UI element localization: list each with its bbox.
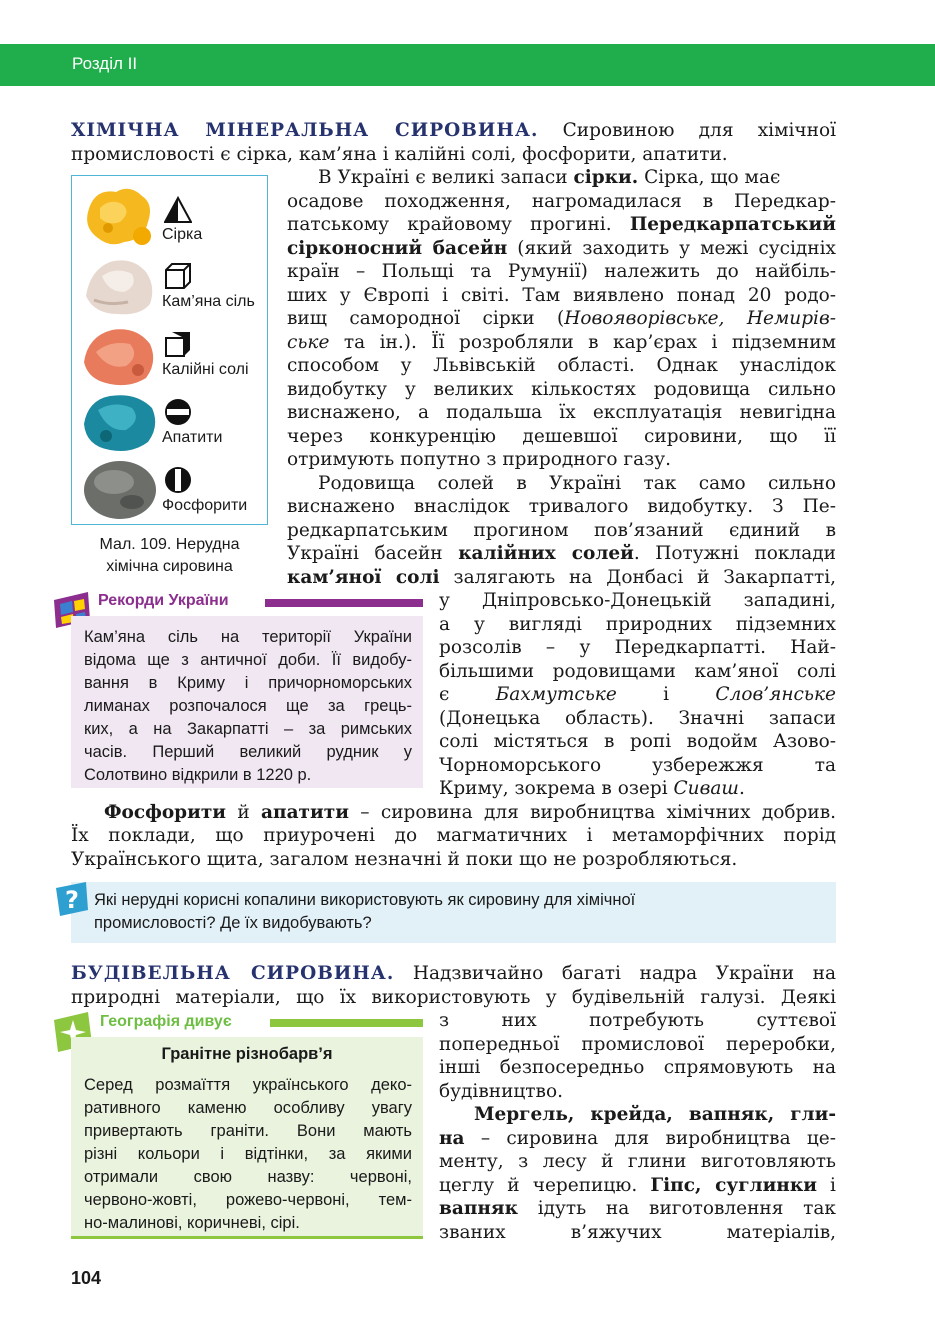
records-line: Кам’яна сіль на території України (84, 628, 412, 646)
p2-line: (Донецька область). Значні запаси (439, 708, 836, 729)
question-line: промисловості? Де їх видобувають? (94, 914, 372, 932)
p2-line: солі містяться в ропі водойм Азово- (439, 731, 836, 752)
records-line: часів. Перший великий рудник у (84, 743, 412, 761)
p1-line: країн – Польщі та Румунії) належить до найбіль- (287, 261, 836, 282)
cube-icon (164, 262, 192, 290)
p2-line: редкарпатським прогином пов’язаний єдиний в (287, 520, 836, 541)
p1-line: вищ самородної сірки (Новояворівське, Немирів- (287, 308, 836, 329)
records-line: ких, а на Закарпатті – за римських (84, 720, 412, 738)
geo-line: но-малинові, коричневі, сірі. (84, 1214, 300, 1232)
rock-salt-label: Кам’яна сіль (162, 293, 255, 310)
p2-line: більшими родовищами кам’яної солі (439, 661, 836, 682)
sulfur-triangle-icon (164, 196, 192, 224)
p2-line: виснажено внаслідок тривалого видобутку. З Пе- (287, 496, 836, 517)
building-line: будівництво. (439, 1081, 563, 1102)
building-line: званих в’яжучих матеріалів, (439, 1222, 836, 1243)
p2-line: розсолів – у Передкарпатті. Най- (439, 637, 836, 658)
question-icon (52, 880, 92, 920)
potassium-salt-image (80, 322, 160, 392)
figure-caption: Мал. 109. Нерудна хімічна сировина (99, 536, 240, 575)
records-title-bar (265, 599, 423, 607)
building-line: Мергель, крейда, вапняк, гли- (474, 1104, 836, 1125)
p2-line: кам’яної солі залягають на Донбасі й Закарпатті, (287, 567, 836, 588)
building-line: цеглу й черепицю. Гіпс, суглинки і (439, 1175, 836, 1196)
geo-title: Географія дивує (100, 1013, 232, 1030)
building-line: вапняк ідуть на виготовлення так (439, 1198, 836, 1219)
chem-intro-text: Сировиною для хімічної (562, 120, 836, 141)
p1-line: виснажено, а подальша їх експлуатація невигідна (287, 402, 836, 423)
p1-line: В Україні є великі запаси сірки. Сірка, що має (318, 167, 781, 188)
p3-line: Українського щита, загалом незначні й поки що не розробляються. (71, 849, 738, 870)
geo-line: привертають граніти. Вони мають (84, 1122, 412, 1140)
geo-line: червоно-жовті, рожево-червоні, тем- (84, 1191, 412, 1209)
p1-line: осадове походження, нагромадилася в Передкар- (287, 191, 836, 212)
apatite-label: Апатити (162, 429, 223, 446)
geo-line: отримали свою назву: червоні, (84, 1168, 412, 1186)
building-heading-line (71, 962, 836, 985)
geo-subtitle: Гранітне різнобарв’я (161, 1045, 333, 1063)
building-line: з них потребують суттєвої (439, 1010, 836, 1031)
section-header (0, 44, 935, 86)
p2-line: у Дніпровсько-Донецькій западині, (439, 590, 836, 611)
records-line: лиманах розпочалося ще за грець- (84, 697, 412, 715)
minerals-figure (71, 175, 268, 525)
page-number: 104 (71, 1268, 102, 1288)
geo-title-bar (270, 1019, 423, 1027)
building-line: попередньої промислової переробки, (439, 1034, 836, 1055)
p1-line: ших у Європі і світі. Там виявлено понад 20 родо- (287, 285, 836, 306)
building-line: на – сировина для виробництва це- (439, 1128, 836, 1149)
p3-line: Їх поклади, що приурочені до магматичних і метаморфічних порід (71, 825, 836, 846)
svg-text:?: ? (65, 886, 79, 914)
rock-salt-image (80, 252, 160, 322)
p1-line: видобутку у великих кількостях родовища сильно (287, 379, 836, 400)
vertical-bar-circle-icon (164, 466, 192, 494)
p1-line: сірконосний басейн (який заходить у межі сусідніх (287, 238, 836, 259)
chem-heading-line (71, 119, 836, 142)
sulfur-rock-image (80, 182, 160, 252)
records-line: відома ще з античної доби. Її видобу- (84, 651, 412, 669)
building-heading: БУДІВЕЛЬНА СИРОВИНА. (71, 963, 395, 984)
records-line: вання в Криму і причорноморських (84, 674, 412, 692)
geo-line: ративного каменю особливу увагу (84, 1099, 412, 1117)
p1-line: способом у Львівській області. Однак унаслідок (287, 355, 836, 376)
building-line: інші безпосередньо спрямовують на (439, 1057, 836, 1078)
sulfur-label: Сірка (162, 226, 203, 243)
section-title: Розділ II (72, 54, 138, 73)
minus-circle-icon (164, 398, 192, 426)
p2-line: Україні басейн калійних солей. Потужні поклади (287, 543, 836, 564)
p3-line: Фосфорити й апатити – сировина для виробництва хімічних добрив. (104, 802, 837, 823)
potassium-salt-label: Калійні солі (162, 361, 249, 378)
records-title: Рекорди України (98, 592, 229, 609)
p2-line: є Бахмутське і Слов’янське (439, 684, 836, 705)
building-intro-text: Надзвичайно багаті надра України на (412, 963, 836, 984)
p2-line: Криму, зокрема в озері Сиваш. (439, 778, 745, 799)
phosphorite-rock-image (80, 454, 160, 522)
question-line: Які нерудні корисні копалини використовують як сировину для хімічної (94, 891, 636, 909)
p1-line: отримують попутно з природного газу. (287, 449, 671, 470)
p1-line: ське та ін.). Її розробляли в кар’єрах і підземним (287, 332, 836, 353)
p2-line: Чорноморського узбережжя та (439, 755, 836, 776)
chem-heading: ХІМІЧНА МІНЕРАЛЬНА СИРОВИНА. (71, 120, 539, 141)
geo-line: різні кольори і відтінки, за якими (84, 1145, 412, 1163)
filled-cube-icon (164, 330, 192, 358)
p1-line: патському крайовому прогині. Передкарпатський (287, 214, 836, 235)
apatite-rock-image (80, 388, 160, 458)
p2-line: а у вигляді природних підземних (439, 614, 836, 635)
p2-line: Родовища солей в Україні так само сильно (318, 473, 836, 494)
p1-line: через конкуренцію дешевшої сировини, що її (287, 426, 836, 447)
chem-intro-line: промисловості є сірка, кам’яна і калійні солі, фосфорити, апатити. (71, 144, 728, 165)
building-line: менту, з лесу й глини виготовляють (439, 1151, 836, 1172)
geo-line: Серед розмаїття українського деко- (84, 1076, 412, 1094)
building-line: природні матеріали, що їх використовують у будівельній галузі. Деякі (71, 987, 836, 1008)
phosphorite-label: Фосфорити (162, 497, 248, 514)
records-line: Солотвино відкрили в 1220 р. (84, 766, 312, 784)
